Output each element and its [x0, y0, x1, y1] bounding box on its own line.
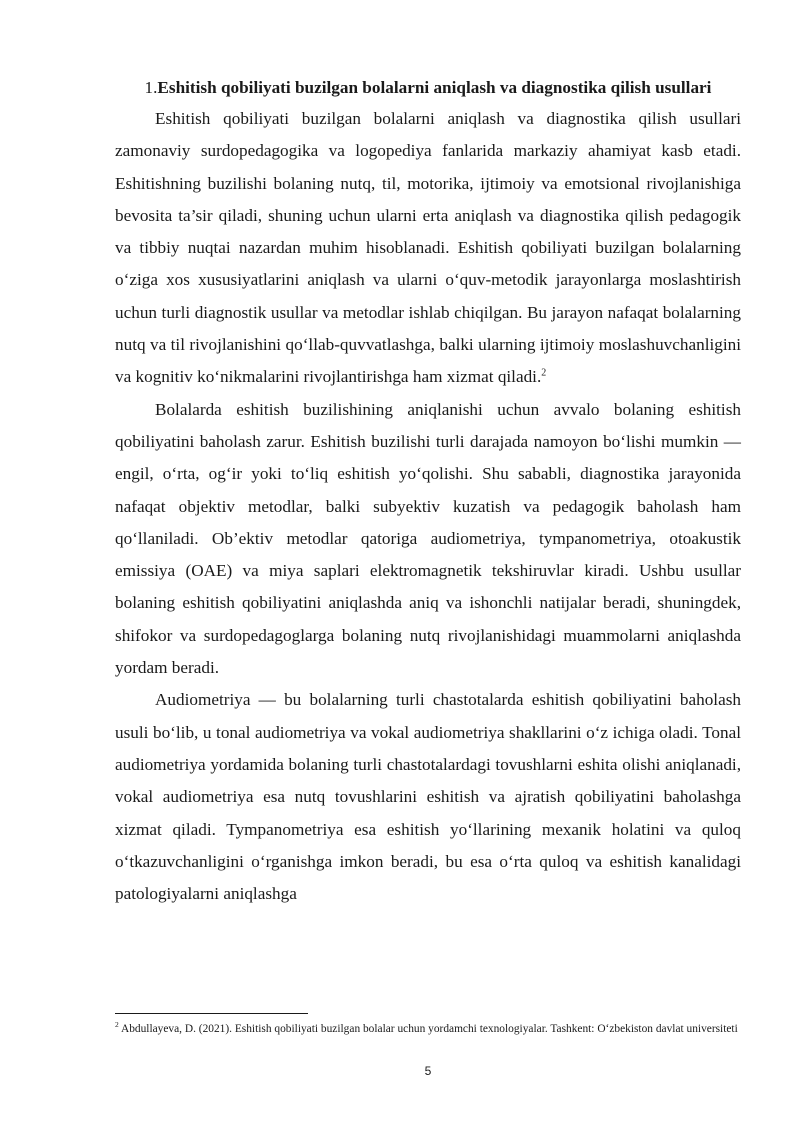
paragraph-1-text: Eshitish qobiliyati buzilgan bolalarni aniqlash va diagnostika qilish usullari zamonaviy surdopedagogika va logopediya fanlarida markaziy ahamiyat kasb etadi. Eshitishning buzilishi bolaning nutq, til, motorika, ijtimoiy va emotsional rivojlanishiga bevosita ta’sir qiladi, shuning uchun ularni erta aniqlash va diagnostika qilish pedagogik va tibbiy nuqtai nazardan muhim hisoblanadi. Eshitish qobiliyati buzilgan bolalarning o‘ziga xos xususiyatlarini aniqlash va ularni o‘quv-metodik jarayonlarga moslashtirish uchun turli diagnostik usullar va metodlar ishlab chiqilgan. Bu jarayon nafaqat bolalarning nutq va til rivojlanishini qo‘llab-quvvatlashga, balki ularning ijtimoiy moslashuvchanligini va kognitiv ko‘nikmalarini rivojlantirishga ham xizmat qiladi. — [115, 109, 741, 387]
section-title: Eshitish qobiliyati buzilgan bolalarni aniqlash va diagnostika qilish usullari — [157, 78, 712, 97]
page-number: 5 — [424, 1064, 432, 1078]
section-heading — [115, 72, 741, 103]
paragraph-2-text: Bolalarda eshitish buzilishining aniqlanishi uchun avvalo bolaning eshitish qobiliyatini baholash zarur. Eshitish buzilishi turli darajada namoyon bo‘lishi mumkin — engil, o‘rta, og‘ir yoki to‘liq eshitish yo‘qolishi. Shu sababli, diagnostika jarayonida nafaqat objektiv metodlar, balki subyektiv kuzatish va pedagogik baholash ham qo‘llaniladi. Ob’ektiv metodlar qatoriga audiometriya, tympanometriya, otoakustik emissiya (OAE) va miya saplari elektromagnetik tekshiruvlar kiradi. Ushbu usullar bolaning eshitish qobiliyatini aniqlashda aniq va ishonchli natijalar beradi, shuningdek, shifokor va surdopedagoglarga bolaning nutq rivojlanishidagi muammolarni aniqlashda yordam beradi. — [115, 399, 741, 678]
footnote-text: Abdullayeva, D. (2021). Eshitish qobiliyati buzilgan bolalar uchun yordamchi texnologiyalar. Tashkent: O‘zbekiston davlat universiteti — [118, 1023, 738, 1035]
section-number: 1. — [144, 78, 158, 97]
paragraph-2 — [115, 394, 741, 685]
paragraph-3-text: Audiometriya — bu bolalarning turli chastotalarda eshitish qobiliyatini baholash usuli bo‘lib, u tonal audiometriya va vokal audiometriya shakllarini o‘z ichiga oladi. Tonal audiometriya yordamida bolaning turli chastotalardagi tovushlarni eshita olishi aniqlanadi, vokal audiometriya esa nutq tovushlarini eshitish va ajratish qobiliyatini baholashga xizmat qiladi. Tympanometriya esa eshitish yo‘llarining mexanik holatini va quloq o‘tkazuvchanligini o‘rganishga imkon beradi, bu esa o‘rta quloq va eshitish kanalidagi patologiyalarni aniqlashga — [115, 690, 741, 904]
footnote-reference[interactable]: 2 — [541, 367, 547, 379]
paragraph-1 — [115, 103, 741, 394]
footnote-divider — [115, 1013, 308, 1014]
footnote-marker: 2 — [115, 1020, 119, 1030]
paragraph-3 — [115, 684, 741, 910]
page-body — [115, 72, 741, 910]
footnote — [115, 1021, 741, 1038]
